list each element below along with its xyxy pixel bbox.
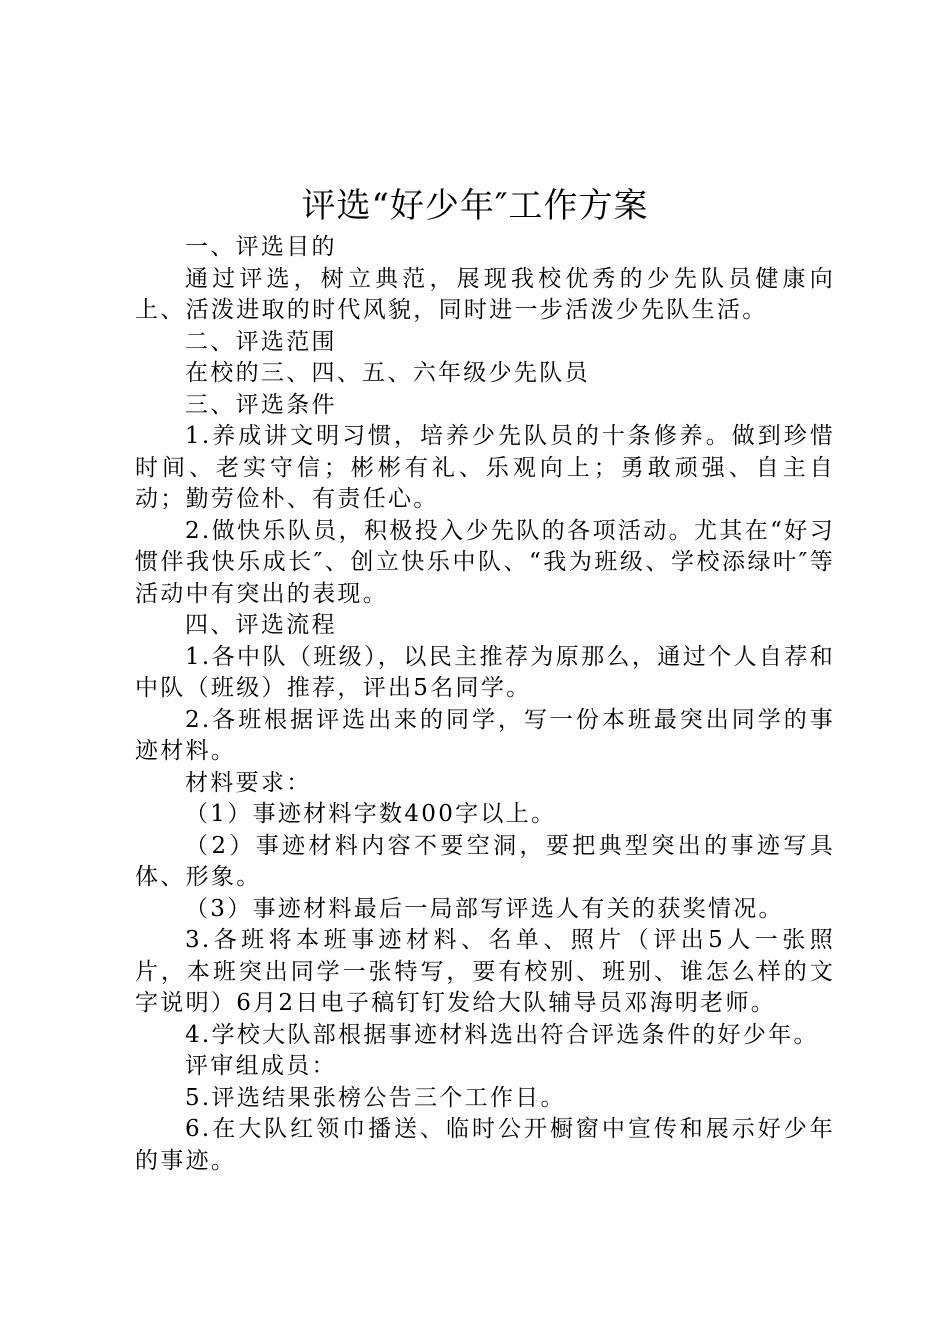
paragraph-purpose: 通过评选，树立典范，展现我校优秀的少先队员健康向上、活泼进取的时代风貌，同时进一步活泼少先队生活。: [135, 265, 835, 323]
process-item-4: 4.学校大队部根据事迹材料选出符合评选条件的好少年。: [185, 1021, 819, 1048]
requirement-item-2: （2）事迹材料内容不要空洞，要把典型突出的事迹写具体、形象。: [135, 832, 835, 890]
paragraph-scope: 在校的三、四、五、六年级少先队员: [185, 360, 590, 386]
process-item-1: 1.各中队（班级），以民主推荐为原那么，通过个人自荐和中队（班级）推荐，评出5名同学。: [135, 643, 835, 701]
section-heading-purpose: 一、评选目的: [185, 234, 337, 260]
criteria-item-2: 2.做快乐队员，积极投入少先队的各项活动。尤其在“好习惯伴我快乐成长″、创立快乐中队、“我为班级、学校添绿叶″等活动中有突出的表现。: [135, 517, 835, 607]
process-item-6: 6.在大队红领巾播送、临时公开橱窗中宣传和展示好少年的事迹。: [135, 1116, 835, 1174]
process-item-3: 3.各班将本班事迹材料、名单、照片（评出5人一张照片，本班突出同学一张特写，要有校别、班别、谁怎么样的文字说明）6月2日电子稿钉钉发给大队辅导员邓海明老师。: [135, 927, 835, 1016]
criteria-item-1: 1.养成讲文明习惯，培养少先队员的十条修养。做到珍惜时间、老实守信；彬彬有礼、乐观向上；勇敢顽强、自主自动；勤劳俭朴、有责任心。: [135, 423, 835, 512]
document-title: 评选“好少年″工作方案: [301, 186, 649, 226]
requirement-item-1: （1）事迹材料字数400字以上。: [185, 801, 557, 827]
document-body: [135, 232, 835, 1177]
process-item-2: 2.各班根据评选出来的同学，写一份本班最突出同学的事迹材料。: [135, 706, 835, 764]
review-team-label: 评审组成员：: [185, 1053, 337, 1079]
section-heading-process: 四、评选流程: [185, 612, 337, 638]
material-requirements-label: 材料要求：: [185, 769, 312, 796]
section-heading-scope: 二、评选范围: [185, 328, 337, 355]
section-heading-criteria: 三、评选条件: [185, 391, 337, 418]
requirement-item-3: （3）事迹材料最后一局部写评选人有关的获奖情况。: [185, 895, 784, 922]
process-item-5: 5.评选结果张榜公告三个工作日。: [185, 1084, 566, 1111]
